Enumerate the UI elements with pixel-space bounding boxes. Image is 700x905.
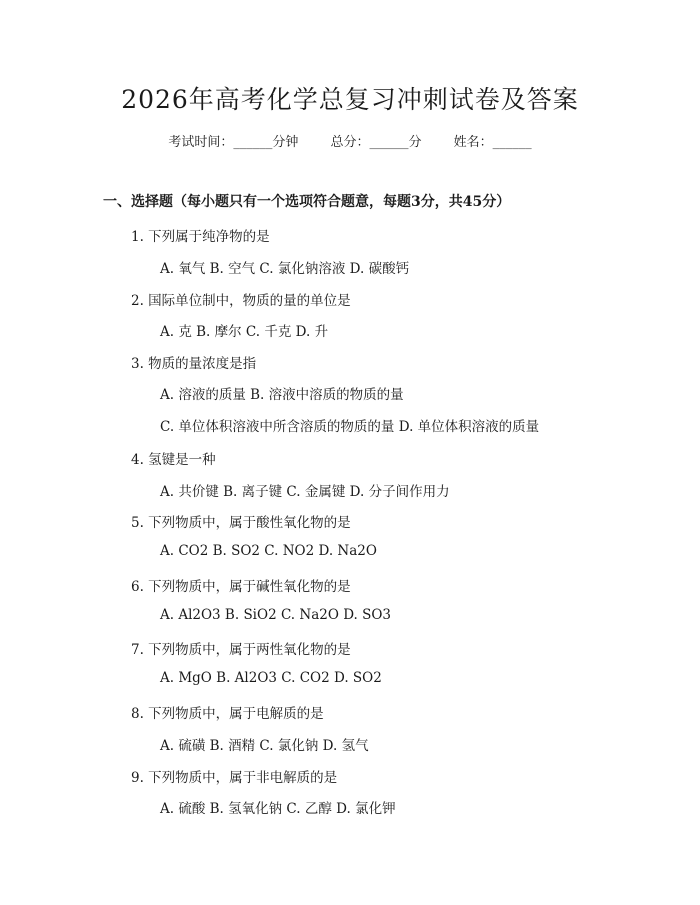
question-stem: 2. 国际单位制中，物质的量的单位是 bbox=[131, 293, 351, 309]
question-options: A. 共价键 B. 离子键 C. 金属键 D. 分子间作用力 bbox=[160, 484, 450, 500]
question-stem: 1. 下列属于纯净物的是 bbox=[131, 229, 270, 245]
question-stem: 5. 下列物质中，属于酸性氧化物的是 bbox=[131, 515, 351, 531]
section-heading: 一、选择题（每小题只有一个选项符合题意，每题3分，共45分） bbox=[103, 194, 511, 210]
question-stem: 6. 下列物质中，属于碱性氧化物的是 bbox=[131, 579, 351, 595]
question-options: A. 克 B. 摩尔 C. 千克 D. 升 bbox=[160, 324, 329, 340]
question-options: A. 硫磺 B. 酒精 C. 氯化钠 D. 氢气 bbox=[160, 738, 369, 754]
total-score-field: 总分：______分 bbox=[330, 135, 422, 150]
question-stem: 4. 氢键是一种 bbox=[131, 452, 216, 468]
question-stem: 3. 物质的量浓度是指 bbox=[131, 356, 257, 372]
question-options: A. CO2 B. SO2 C. NO2 D. Na2O bbox=[160, 543, 377, 559]
exam-info-line bbox=[0, 131, 700, 150]
question-options: A. Al2O3 B. SiO2 C. Na2O D. SO3 bbox=[160, 607, 392, 623]
question-stem: 9. 下列物质中，属于非电解质的是 bbox=[131, 770, 338, 786]
question-options: A. 硫酸 B. 氢氧化钠 C. 乙醇 D. 氯化钾 bbox=[160, 801, 396, 817]
question-options: A. 氧气 B. 空气 C. 氯化钠溶液 D. 碳酸钙 bbox=[160, 261, 410, 277]
question-options: A. 溶液的质量 B. 溶液中溶质的物质的量 bbox=[160, 387, 404, 403]
question-stem: 8. 下列物质中，属于电解质的是 bbox=[131, 706, 324, 722]
question-options: C. 单位体积溶液中所含溶质的物质的量 D. 单位体积溶液的质量 bbox=[160, 419, 540, 435]
exam-time-field: 考试时间：______分钟 bbox=[168, 135, 299, 150]
question-stem: 7. 下列物质中，属于两性氧化物的是 bbox=[131, 642, 351, 658]
name-field: 姓名：______ bbox=[453, 135, 532, 150]
question-options: A. MgO B. Al2O3 C. CO2 D. SO2 bbox=[160, 670, 382, 686]
page-title: 2026年高考化学总复习冲刺试卷及答案 bbox=[121, 85, 579, 114]
